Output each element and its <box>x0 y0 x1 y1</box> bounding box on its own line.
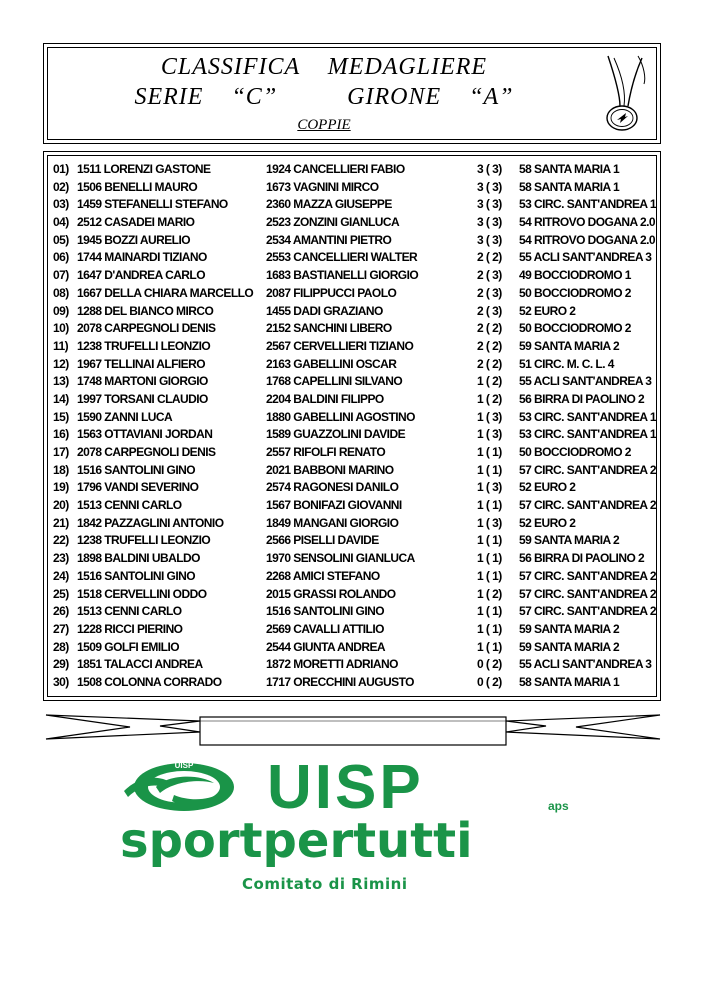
table-row <box>44 338 660 356</box>
club-name: 54 RITROVO DOGANA 2.0 <box>519 232 656 247</box>
player-1: 2078 CARPEGNOLI DENIS <box>77 445 216 459</box>
table-row <box>44 621 660 639</box>
score: 2 ( 3) <box>477 268 502 283</box>
table-row <box>44 515 660 533</box>
score: 1 ( 1) <box>477 568 502 583</box>
club-name: 49 BOCCIODROMO 1 <box>519 268 631 283</box>
rank-number: 15) <box>53 409 69 424</box>
score: 1 ( 1) <box>477 604 502 619</box>
rank-number: 09) <box>53 303 69 318</box>
player-1: 1238 TRUFELLI LEONZIO <box>77 338 211 353</box>
club-name: 57 CIRC. SANT'ANDREA 2 <box>519 462 656 477</box>
rank-number: 16) <box>53 427 69 442</box>
club-name: 56 BIRRA DI PAOLINO 2 <box>519 391 645 406</box>
player-2: 2523 ZONZINI GIANLUCA <box>266 215 400 230</box>
rank-number: 26) <box>53 604 69 619</box>
uisp-emblem-icon <box>116 757 256 815</box>
club-name: 50 BOCCIODROMO 2 <box>519 285 631 300</box>
score: 1 ( 1) <box>477 498 502 513</box>
rank-number: 27) <box>53 621 69 636</box>
table-row <box>44 356 660 374</box>
player-2: 1970 SENSOLINI GIANLUCA <box>266 551 415 566</box>
table-row <box>44 550 660 568</box>
player-1: 1509 GOLFI EMILIO <box>77 639 180 654</box>
player-1: 1647 D'ANDREA CARLO <box>77 268 205 283</box>
table-row <box>44 196 660 214</box>
player-1: 1796 VANDI SEVERINO <box>77 480 199 495</box>
rank-number: 29) <box>53 657 69 672</box>
player-1: 1516 SANTOLINI GINO <box>77 462 196 477</box>
player-1: 1744 MAINARDI TIZIANO <box>77 250 207 265</box>
player-2: 1768 CAPELLINI SILVANO <box>266 374 403 389</box>
club-name: 58 SANTA MARIA 1 <box>519 162 620 176</box>
brand-aps: aps <box>548 799 569 813</box>
club-name: 54 RITROVO DOGANA 2.0 <box>519 215 656 230</box>
rank-number: 25) <box>53 586 69 601</box>
club-name: 55 ACLI SANT'ANDREA 3 <box>519 250 652 265</box>
medal-icon <box>594 54 652 134</box>
table-row <box>44 568 660 586</box>
rank-number: 19) <box>53 480 69 495</box>
score: 2 ( 3) <box>477 303 502 318</box>
title-line-3: COPPIE <box>297 117 351 133</box>
club-name: 53 CIRC. SANT'ANDREA 1 <box>519 197 656 212</box>
header-box <box>43 43 661 144</box>
rank-number: 01) <box>53 162 69 176</box>
table-row <box>44 391 660 409</box>
ranking-list <box>43 151 661 701</box>
table-row <box>44 444 660 462</box>
table-row <box>44 639 660 657</box>
table-row <box>44 249 660 267</box>
table-row <box>44 232 660 250</box>
player-2: 2021 BABBONI MARINO <box>266 462 394 477</box>
score: 2 ( 2) <box>477 250 502 265</box>
player-1: 1506 BENELLI MAURO <box>77 179 198 194</box>
score: 1 ( 3) <box>477 480 502 495</box>
table-row <box>44 532 660 550</box>
player-1: 1898 BALDINI UBALDO <box>77 551 200 566</box>
committee-name: Comitato di Rimini <box>242 875 408 893</box>
club-name: 53 CIRC. SANT'ANDREA 1 <box>519 427 656 442</box>
score: 1 ( 2) <box>477 374 502 389</box>
player-2: 1849 MANGANI GIORGIO <box>266 515 399 530</box>
player-2: 1683 BASTIANELLI GIORGIO <box>266 268 419 283</box>
player-1: 1459 STEFANELLI STEFANO <box>77 197 228 212</box>
player-2: 2015 GRASSI ROLANDO <box>266 586 396 601</box>
club-name: 50 BOCCIODROMO 2 <box>519 445 631 459</box>
player-2: 2360 MAZZA GIUSEPPE <box>266 197 392 212</box>
table-row <box>44 161 660 179</box>
table-row <box>44 462 660 480</box>
rank-number: 03) <box>53 197 69 212</box>
ribbon-banner <box>40 705 666 753</box>
table-row <box>44 285 660 303</box>
rank-number: 28) <box>53 639 69 654</box>
player-1: 1590 ZANNI LUCA <box>77 409 173 424</box>
score: 1 ( 2) <box>477 586 502 601</box>
player-1: 1516 SANTOLINI GINO <box>77 568 196 583</box>
club-name: 59 SANTA MARIA 2 <box>519 621 620 636</box>
player-2: 2544 GIUNTA ANDREA <box>266 639 386 654</box>
player-2: 2204 BALDINI FILIPPO <box>266 391 384 406</box>
club-name: 57 CIRC. SANT'ANDREA 2 <box>519 586 656 601</box>
score: 1 ( 3) <box>477 427 502 442</box>
score: 1 ( 1) <box>477 551 502 566</box>
club-name: 56 BIRRA DI PAOLINO 2 <box>519 551 645 566</box>
club-name: 52 EURO 2 <box>519 303 576 318</box>
club-name: 59 SANTA MARIA 2 <box>519 639 620 654</box>
player-1: 1667 DELLA CHIARA MARCELLO <box>77 285 254 300</box>
rank-number: 12) <box>53 356 69 371</box>
player-2: 1880 GABELLINI AGOSTINO <box>266 409 415 424</box>
club-name: 58 SANTA MARIA 1 <box>519 179 620 194</box>
rank-number: 02) <box>53 179 69 194</box>
score: 1 ( 1) <box>477 533 502 548</box>
rank-number: 22) <box>53 533 69 548</box>
club-name: 55 ACLI SANT'ANDREA 3 <box>519 374 652 389</box>
table-row <box>44 373 660 391</box>
table-row <box>44 320 660 338</box>
score: 1 ( 3) <box>477 515 502 530</box>
table-row <box>44 179 660 197</box>
club-name: 51 CIRC. M. C. L. 4 <box>519 356 614 371</box>
player-2: 2268 AMICI STEFANO <box>266 568 380 583</box>
player-1: 1513 CENNI CARLO <box>77 498 182 513</box>
player-1: 1288 DEL BIANCO MIRCO <box>77 303 214 318</box>
club-name: 52 EURO 2 <box>519 515 576 530</box>
score: 1 ( 1) <box>477 445 502 459</box>
rank-number: 17) <box>53 445 69 459</box>
player-2: 1924 CANCELLIERI FABIO <box>266 162 405 176</box>
player-2: 1455 DADI GRAZIANO <box>266 303 383 318</box>
rank-number: 06) <box>53 250 69 265</box>
player-2: 2567 CERVELLIERI TIZIANO <box>266 338 414 353</box>
rank-number: 24) <box>53 568 69 583</box>
score: 2 ( 2) <box>477 356 502 371</box>
player-1: 1997 TORSANI CLAUDIO <box>77 391 208 406</box>
club-name: 59 SANTA MARIA 2 <box>519 338 620 353</box>
player-1: 1513 CENNI CARLO <box>77 604 182 619</box>
brand-name: UISP <box>267 753 424 822</box>
player-1: 1945 BOZZI AURELIO <box>77 232 191 247</box>
table-row <box>44 409 660 427</box>
rank-number: 05) <box>53 232 69 247</box>
rank-number: 20) <box>53 498 69 513</box>
club-name: 59 SANTA MARIA 2 <box>519 533 620 548</box>
rank-number: 07) <box>53 268 69 283</box>
table-row <box>44 674 660 692</box>
score: 2 ( 2) <box>477 321 502 336</box>
player-2: 1717 ORECCHINI AUGUSTO <box>266 674 414 689</box>
rank-number: 23) <box>53 551 69 566</box>
player-1: 1842 PAZZAGLINI ANTONIO <box>77 515 224 530</box>
player-2: 2553 CANCELLIERI WALTER <box>266 250 418 265</box>
player-1: 1511 LORENZI GASTONE <box>77 162 211 176</box>
score: 2 ( 3) <box>477 285 502 300</box>
score: 0 ( 2) <box>477 657 502 672</box>
table-row <box>44 586 660 604</box>
player-2: 1872 MORETTI ADRIANO <box>266 657 398 672</box>
score: 1 ( 2) <box>477 391 502 406</box>
rank-number: 14) <box>53 391 69 406</box>
club-name: 53 CIRC. SANT'ANDREA 1 <box>519 409 656 424</box>
table-row <box>44 656 660 674</box>
rank-number: 10) <box>53 321 69 336</box>
player-1: 1748 MARTONI GIORGIO <box>77 374 208 389</box>
score: 1 ( 1) <box>477 639 502 654</box>
player-1: 1508 COLONNA CORRADO <box>77 674 222 689</box>
score: 1 ( 1) <box>477 462 502 477</box>
slogan: sportpertutti <box>120 813 473 869</box>
player-1: 1851 TALACCI ANDREA <box>77 657 203 672</box>
emblem-text: UISP <box>174 761 194 770</box>
table-row <box>44 214 660 232</box>
player-1: 1518 CERVELLINI ODDO <box>77 586 207 601</box>
score: 1 ( 3) <box>477 409 502 424</box>
score: 3 ( 3) <box>477 232 502 247</box>
score: 1 ( 1) <box>477 621 502 636</box>
club-name: 57 CIRC. SANT'ANDREA 2 <box>519 498 656 513</box>
player-1: 1238 TRUFELLI LEONZIO <box>77 533 211 548</box>
score: 3 ( 3) <box>477 197 502 212</box>
player-2: 2087 FILIPPUCCI PAOLO <box>266 285 397 300</box>
rank-number: 21) <box>53 515 69 530</box>
score: 3 ( 3) <box>477 162 502 176</box>
table-row <box>44 267 660 285</box>
table-row <box>44 497 660 515</box>
rank-number: 18) <box>53 462 69 477</box>
rank-number: 08) <box>53 285 69 300</box>
player-1: 2078 CARPEGNOLI DENIS <box>77 321 216 336</box>
player-2: 2152 SANCHINI LIBERO <box>266 321 392 336</box>
player-1: 1228 RICCI PIERINO <box>77 621 183 636</box>
rank-number: 13) <box>53 374 69 389</box>
table-row <box>44 603 660 621</box>
table-row <box>44 303 660 321</box>
club-name: 58 SANTA MARIA 1 <box>519 674 620 689</box>
score: 0 ( 2) <box>477 674 502 689</box>
player-2: 2534 AMANTINI PIETRO <box>266 232 392 247</box>
club-name: 52 EURO 2 <box>519 480 576 495</box>
club-name: 57 CIRC. SANT'ANDREA 2 <box>519 604 656 619</box>
player-1: 1967 TELLINAI ALFIERO <box>77 356 206 371</box>
score: 3 ( 3) <box>477 179 502 194</box>
club-name: 50 BOCCIODROMO 2 <box>519 321 631 336</box>
player-2: 1516 SANTOLINI GINO <box>266 604 385 619</box>
player-2: 2569 CAVALLI ATTILIO <box>266 621 384 636</box>
club-name: 57 CIRC. SANT'ANDREA 2 <box>519 568 656 583</box>
rank-number: 11) <box>53 338 69 353</box>
title-line-2: SERIE “C” GIRONE “A” <box>134 84 514 110</box>
club-name: 55 ACLI SANT'ANDREA 3 <box>519 657 652 672</box>
title-line-1: CLASSIFICA MEDAGLIERE <box>160 54 488 80</box>
player-2: 2574 RAGONESI DANILO <box>266 480 399 495</box>
table-row <box>44 426 660 444</box>
table-row <box>44 479 660 497</box>
player-2: 2557 RIFOLFI RENATO <box>266 445 386 459</box>
player-1: 1563 OTTAVIANI JORDAN <box>77 427 213 442</box>
player-2: 1589 GUAZZOLINI DAVIDE <box>266 427 406 442</box>
score: 3 ( 3) <box>477 215 502 230</box>
player-1: 2512 CASADEI MARIO <box>77 215 195 230</box>
player-2: 2163 GABELLINI OSCAR <box>266 356 397 371</box>
rank-number: 30) <box>53 674 69 689</box>
player-2: 1673 VAGNINI MIRCO <box>266 179 379 194</box>
uisp-logo <box>112 755 602 900</box>
rank-number: 04) <box>53 215 69 230</box>
player-2: 1567 BONIFAZI GIOVANNI <box>266 498 402 513</box>
score: 2 ( 2) <box>477 338 502 353</box>
player-2: 2566 PISELLI DAVIDE <box>266 533 379 548</box>
